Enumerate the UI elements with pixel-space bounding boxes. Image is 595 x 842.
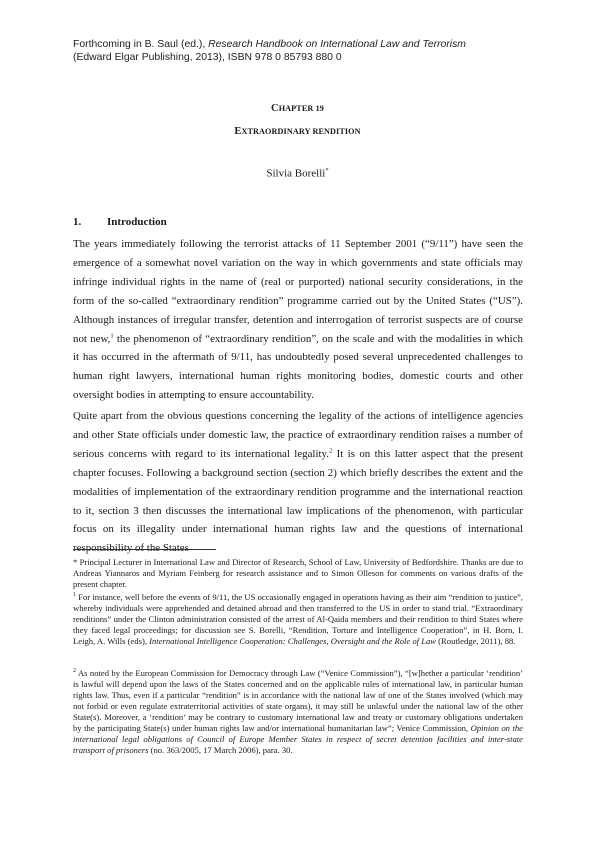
- footnote-2-text-b: (no. 363/2005, 17 March 2006), para. 30.: [148, 745, 293, 755]
- author-line: [0, 167, 595, 180]
- chapter-title-rest: XTRAORDINARY RENDITION: [241, 127, 361, 136]
- footnote-2-number: 2: [73, 668, 76, 675]
- footnote-ref-1: 1: [110, 331, 114, 339]
- footnote-author: * Principal Lecturer in International Law and Director of Research, School of Law, University of Bedfordshire. Thanks are due to Andreas Yiannaros and Myriam Feinberg for research assistance and to Simon Olleson for comments on various drafts of the present chapter.: [73, 557, 523, 589]
- footnote-1-text-a: For instance, well before the events of 9/11, the US occasionally engaged in operations having as their aim “rendition to justice”, whereby individuals were apprehended and detained abroad and then transferred to the US in order to stand trial. “Extraordinary renditions” under the Clinton administration consisted of the arrest of Al-Qaida members and their rendition to third States where they faced legal proceedings; for discussion see S. Borelli, “Rendition, Torture and Intelligence Cooperation”, in H. Born, I. Leigh, A. Wills (eds),: [73, 592, 523, 646]
- paragraph-2: [73, 407, 523, 558]
- publication-header: [73, 39, 533, 64]
- footnote-1-number: 1: [73, 592, 76, 599]
- footnote-2: [73, 668, 523, 756]
- footnote-1-book-title: International Intelligence Cooperation: Challenges, Oversight and the Role of Law: [149, 636, 437, 646]
- author-footnote-marker: *: [325, 167, 329, 174]
- chapter-label: [0, 103, 595, 114]
- footnote-2-opinion-title: Opinion on the international legal obligations of Council of Europe Member States in respect of secret detention facilities and inter-state transport of prisoners: [73, 723, 523, 755]
- paragraph-1-text-b: the phenomenon of “extraordinary rendition”, on the scale and with the modalities in which it has occurred in the aftermath of 9/11, has undoubtedly posed several unprecedented challenges to human right lawyers, international human rights monitoring bodies, domestic courts and other oversight bodies in attempting to ensure accountability.: [73, 332, 523, 402]
- footnote-1: [73, 592, 523, 647]
- header-line-2: (Edward Elgar Publishing, 2013), ISBN 978 0 85793 880 0: [73, 51, 342, 63]
- chapter-label-initial: C: [271, 103, 279, 114]
- chapter-label-rest: HAPTER 19: [278, 104, 324, 113]
- paragraph-1-text-a: The years immediately following the terrorist attacks of 11 September 2001 (“9/11”) have seen the emergence of a somewhat novel variation on the way in which governments and state officials may infringe individual rights in the name of (real or purported) national security considerations, in the form of the so-called “extraordinary rendition” programme carried out by the United States (“US”). Although instances of irregular transfer, detention and interrogation of terrorist suspects are of course not new,: [73, 238, 523, 345]
- section-heading: [73, 216, 167, 228]
- paragraph-1: [73, 235, 523, 405]
- footnote-1-text-b: (Routledge, 2011), 88.: [436, 636, 516, 646]
- footnote-ref-2: 2: [328, 447, 333, 455]
- section-number: 1.: [73, 216, 82, 228]
- paragraph-2-text-b: It is on this latter aspect that the present chapter focuses. Following a background section (section 2) which briefly describes the extent and the modalities of implementation of the extraordinary rendition programme and the international reaction to it, section 3 then discusses the international law implications of the phenomenon, with particular focus on its illegality under international human rights law and the questions of international responsibility of the States: [73, 447, 524, 555]
- footnote-2-text-a: As noted by the European Commission for Democracy through Law (“Venice Commission”), “[w]hether a particular ‘rendition’ is lawful will depend upon the laws of the States concerned and on the applicable rules of international law, in particular human rights law. Thus, even if a particular “rendition” is in accordance with the national law of one of the States involved (which may not forbid or even regulate extraterritorial activities of state organs), it may still be unlawful under the national law of the other State(s). Moreover, a ‘rendition’ may be contrary to customary international law and treaty or customary obligations undertaken by the participating State(s) under human rights law and/or international humanitarian law”; Venice Commission,: [73, 668, 523, 733]
- header-line-1: [73, 39, 533, 52]
- section-title: Introduction: [107, 216, 167, 228]
- header-book-title: Research Handbook on International Law and Terrorism: [208, 39, 466, 50]
- paragraph-2-text-a: Quite apart from the obvious questions concerning the legality of the actions of intelligence agencies and other State officials under domestic law, the practice of extraordinary rendition raises a number of serious concerns with regard to its international legality.: [73, 410, 523, 460]
- author-name: Silvia Borelli: [266, 167, 326, 180]
- header-prefix: Forthcoming in B. Saul (ed.),: [73, 39, 209, 50]
- footnote-separator: [73, 549, 216, 550]
- chapter-title-initial: E: [234, 126, 242, 137]
- chapter-title: [0, 126, 595, 137]
